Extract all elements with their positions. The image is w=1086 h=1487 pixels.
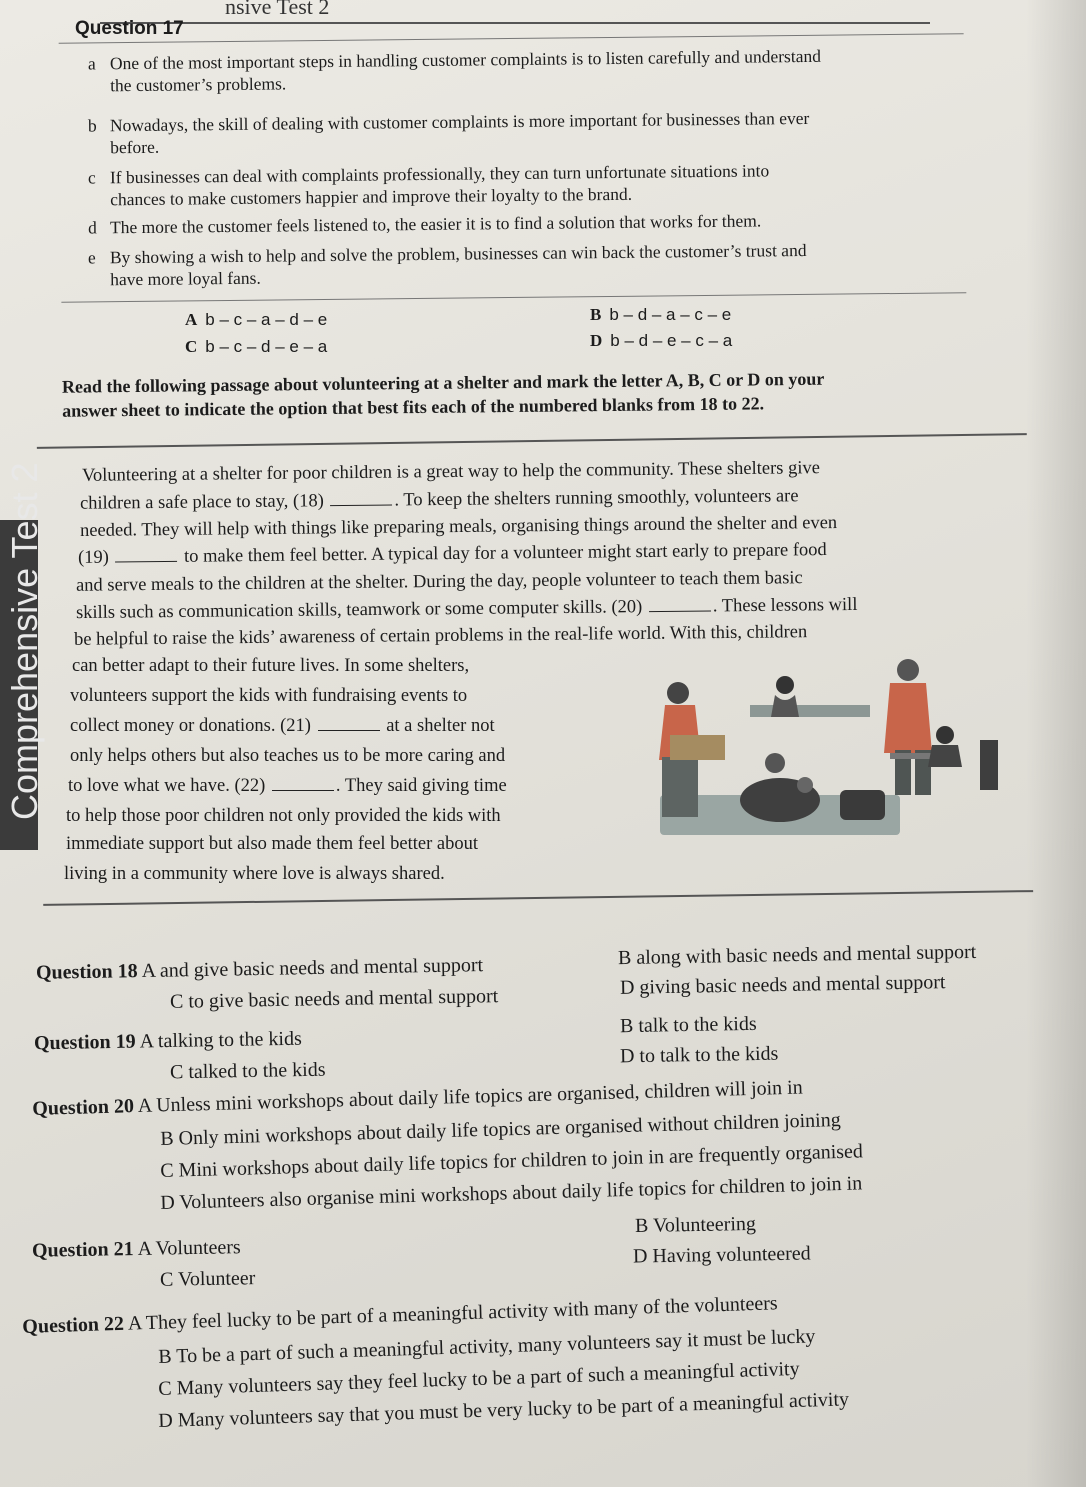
q17-option-b[interactable]: [590, 305, 731, 325]
q18-option-c[interactable]: C to give basic needs and mental support: [169, 985, 499, 1013]
child-body: [928, 745, 962, 767]
shelf: [750, 705, 870, 717]
side-section-tab: [0, 462, 45, 850]
item-label: c: [87, 167, 96, 188]
blank-22[interactable]: [272, 776, 334, 791]
question-label: Question 19: [33, 1030, 136, 1055]
passage-text: (19): [77, 547, 109, 568]
duffel-bag: [840, 790, 885, 820]
q21-row1: [32, 1236, 241, 1263]
item-line: the customer’s problems.: [110, 73, 287, 96]
passage-text: . These lessons will: [712, 594, 858, 617]
suitcase: [980, 740, 998, 790]
q17-item-e: [88, 237, 948, 290]
q20-option-a[interactable]: A Unless mini workshops about daily life topics are organised, children will join in: [137, 1076, 804, 1118]
q18-option-b[interactable]: B along with basic needs and mental support: [617, 940, 977, 970]
option-text: b – d – e – c – a: [610, 331, 733, 350]
volunteer-head: [667, 682, 689, 704]
q21-option-c[interactable]: C Volunteer: [159, 1267, 256, 1291]
passage-line: Volunteering at a shelter for poor children is a great way to help the community. These shelters give: [81, 458, 820, 486]
item-label: e: [87, 247, 96, 268]
passage-line: volunteers support the kids with fundraising events to: [70, 686, 468, 706]
child-body: [771, 695, 799, 717]
question-label: Question 21: [31, 1238, 134, 1262]
q19-row1: [34, 1028, 302, 1056]
item-line: Nowadays, the skill of dealing with customer complaints is more important for businesses than ever: [109, 107, 810, 136]
page-edge-shadow: [1026, 0, 1086, 1487]
blank-20[interactable]: [649, 596, 711, 612]
item-label: b: [87, 115, 97, 136]
passage-text: children a safe place to stay, (18): [79, 491, 324, 514]
q17-option-a[interactable]: [185, 310, 327, 330]
passage-line: and serve meals to the children at the shelter. During the day, people volunteer to teach them basic: [75, 568, 803, 596]
shelter-volunteers-illustration: [640, 645, 1000, 870]
running-title: nsive Test 2: [225, 0, 330, 19]
blank-21[interactable]: [318, 716, 380, 731]
option-text: b – d – a – c – e: [609, 305, 732, 324]
question-label: Question 18: [35, 960, 138, 984]
q21-option-d[interactable]: D Having volunteered: [632, 1242, 811, 1268]
q20-option-c[interactable]: C Mini workshops about daily life topics for children to join in are frequently organised: [160, 1140, 864, 1182]
q19-option-a[interactable]: A talking to the kids: [139, 1027, 302, 1053]
q17-option-d[interactable]: [590, 331, 732, 351]
reading-instruction: [62, 365, 962, 422]
q22-option-b[interactable]: B To be a part of such a meaningful activity, many volunteers say it must be lucky: [158, 1325, 816, 1368]
passage-line: to help those poor children not only provided the kids with: [66, 806, 501, 826]
q22-option-c[interactable]: C Many volunteers say they feel lucky to be a part of such a meaningful activity: [158, 1357, 800, 1400]
q18-row1: [36, 954, 484, 985]
child-head: [797, 777, 813, 793]
passage-text: collect money or donations. (21): [70, 716, 311, 736]
adult-body: [884, 683, 932, 753]
item-line: By showing a wish to help and solve the problem, businesses can win back the customer’s trust and: [109, 239, 807, 268]
passage-text: . To keep the shelters running smoothly, volunteers are: [394, 486, 799, 511]
q19-option-b[interactable]: B talk to the kids: [619, 1012, 757, 1038]
side-tab-label: Comprehensive Test 2: [4, 462, 45, 820]
q21-option-b[interactable]: B Volunteering: [634, 1212, 757, 1238]
adult-head: [897, 659, 919, 681]
item-line: chances to make customers happier and improve their loyalty to the brand.: [110, 183, 633, 210]
item-line: If businesses can deal with complaints professionally, they can turn unfortunate situations into: [109, 160, 770, 188]
blank-18[interactable]: [330, 490, 392, 506]
q17-item-a: [88, 43, 948, 96]
header-rule: [100, 22, 930, 24]
q17-item-c: [88, 157, 948, 210]
q21-option-a[interactable]: A Volunteers: [137, 1236, 241, 1260]
instruction-line: answer sheet to indicate the option that best fits each of the numbered blanks from 18 to 22.: [62, 393, 765, 421]
passage-text: to love what we have. (22): [68, 776, 266, 796]
option-text: b – c – d – e – a: [205, 337, 328, 356]
item-label: a: [87, 53, 96, 74]
child-head: [936, 726, 954, 744]
item-line: before.: [110, 136, 160, 158]
passage-text: to make them feel better. A typical day for a volunteer might start early to prepare food: [183, 540, 827, 567]
q17-item-b: [88, 105, 948, 158]
option-text: b – c – a – d – e: [205, 310, 328, 329]
passage-line: [70, 716, 495, 737]
volunteer-legs: [662, 757, 698, 817]
option-letter: B: [590, 305, 602, 324]
passage-text: skills such as communication skills, teamwork or some computer skills. (20): [75, 597, 643, 624]
q20-option-b[interactable]: B Only mini workshops about daily life topics are organised without children joining: [160, 1108, 842, 1150]
q19-option-c[interactable]: C talked to the kids: [169, 1058, 326, 1084]
passage-line: can better adapt to their future lives. In some shelters,: [72, 656, 470, 676]
item-line: One of the most important steps in handling customer complaints is to listen carefully and understand: [109, 45, 822, 74]
question-label: Question 20: [32, 1095, 135, 1120]
item-label: d: [87, 217, 97, 238]
adult-head: [765, 753, 785, 773]
option-letter: A: [185, 310, 198, 329]
passage-line: [68, 776, 507, 797]
q19-option-d[interactable]: D to talk to the kids: [619, 1042, 779, 1068]
passage-line: needed. They will help with things like preparing meals, organising things around the shelter and even: [79, 513, 838, 541]
passage-text: . They said giving time: [335, 776, 507, 796]
passage-line: only helps others but also teaches us to be more caring and: [70, 746, 506, 766]
item-line: The more the customer feels listened to, the easier it is to find a solution that works for them.: [109, 210, 762, 238]
blank-19[interactable]: [115, 547, 177, 563]
instruction-line: Read the following passage about volunteering at a shelter and mark the letter A, B, C or D on your: [61, 368, 825, 397]
passage-line: living in a community where love is always shared.: [64, 864, 445, 884]
item-line: have more loyal fans.: [110, 267, 261, 290]
q22-option-d[interactable]: D Many volunteers say that you must be very lucky to be part of a meaningful activity: [158, 1388, 850, 1432]
passage-text: at a shelter not: [386, 716, 495, 736]
question-17-title: Question 17: [75, 18, 184, 39]
child-head: [776, 676, 794, 694]
q17-option-c[interactable]: [185, 337, 327, 357]
q22-option-a[interactable]: A They feel lucky to be part of a meaningful activity with many of the volunteers: [127, 1292, 778, 1335]
q18-option-d[interactable]: D giving basic needs and mental support: [619, 971, 946, 999]
q20-option-d[interactable]: D Volunteers also organise mini workshops about daily life topics for children to join in: [160, 1172, 863, 1214]
option-letter: C: [185, 337, 198, 356]
question-label: Question 22: [22, 1312, 125, 1338]
donation-box: [670, 735, 725, 760]
passage-line: be helpful to raise the kids’ awareness of certain problems in the real-life world. With this, children: [73, 622, 808, 650]
option-letter: D: [590, 331, 603, 350]
passage-line: immediate support but also made them feel better about: [66, 834, 479, 854]
q18-option-a[interactable]: A and give basic needs and mental support: [141, 954, 484, 983]
